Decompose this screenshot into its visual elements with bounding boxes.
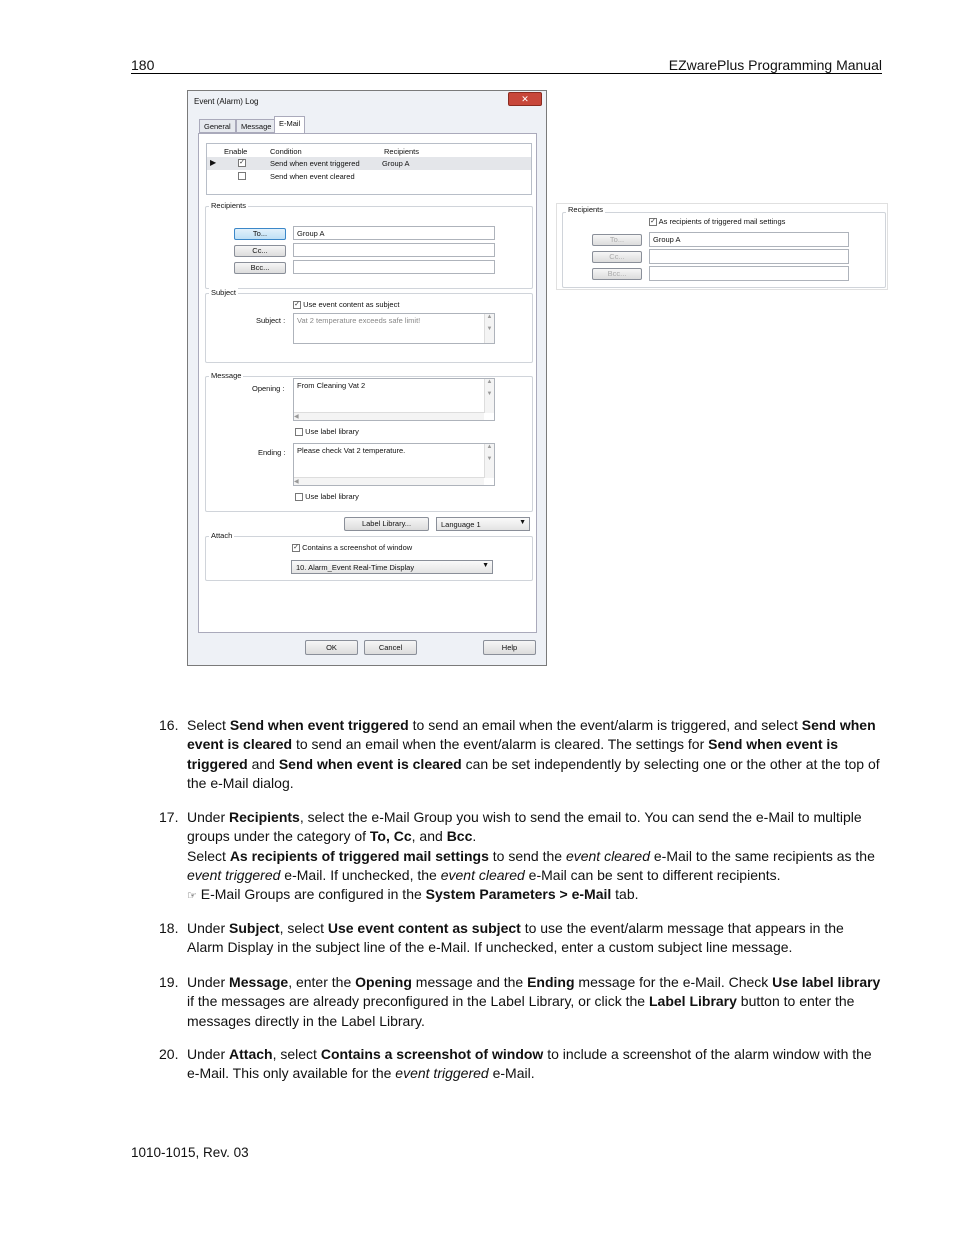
col-condition: Condition: [270, 147, 302, 156]
manual-title: EZwarePlus Programming Manual: [668, 57, 882, 73]
tab-message[interactable]: Message: [236, 119, 276, 133]
grid-row[interactable]: [207, 170, 531, 183]
enable-checkbox[interactable]: ✓: [239, 159, 245, 167]
step-number: 19.: [159, 974, 179, 990]
tab-general[interactable]: General: [199, 119, 236, 133]
message-legend: Message: [211, 371, 242, 380]
language-select[interactable]: [436, 517, 530, 531]
chevron-down-icon: ▼: [519, 519, 526, 526]
subject-field[interactable]: [293, 313, 495, 344]
opening-field[interactable]: [293, 378, 495, 421]
as-recipients-checkbox[interactable]: ✓: [650, 218, 656, 226]
help-button[interactable]: Help: [483, 640, 536, 655]
step-text: Under Subject, select Use event content as subject to use the event/alarm message that appears in the Alarm Display in the subject line of the e-Mail. If unchecked, enter a custom subject line message.: [187, 920, 844, 956]
ending-hscrollbar[interactable]: ◀: [294, 477, 484, 485]
step-number: 20.: [159, 1046, 179, 1062]
step-19: [131, 973, 881, 1031]
to-button[interactable]: To...: [234, 228, 286, 240]
subject-scrollbar[interactable]: ▲ ▼: [484, 314, 494, 343]
as-recipients-label: As recipients of triggered mail settings: [658, 217, 786, 226]
contains-screenshot-checkbox[interactable]: ✓: [293, 544, 299, 552]
footer-doc-id: 1010-1015, Rev. 03: [131, 1145, 249, 1160]
side-to-button[interactable]: To...: [592, 234, 642, 246]
enable-checkbox[interactable]: [238, 172, 246, 180]
ok-button[interactable]: OK: [305, 640, 358, 655]
side-cc-field: [649, 249, 849, 264]
condition-cell: Send when event triggered: [270, 159, 360, 168]
condition-grid: [206, 143, 532, 195]
side-to-field: Group A: [649, 232, 849, 247]
opening-label: Opening :: [252, 384, 285, 393]
step-number: 17.: [159, 809, 179, 825]
email-tab-panel: [198, 133, 537, 633]
opening-label-library-label: Use label library: [305, 427, 359, 436]
opening-label-library-checkbox[interactable]: [295, 428, 303, 436]
use-event-content-checkbox[interactable]: ✓: [294, 301, 300, 309]
window-value: 10. Alarm_Event Real-Time Display: [296, 563, 415, 572]
ending-label: Ending :: [258, 448, 286, 457]
col-enable: Enable: [224, 147, 248, 156]
window-select[interactable]: [291, 560, 493, 574]
cc-button[interactable]: Cc...: [234, 245, 286, 257]
close-button[interactable]: ✕: [508, 92, 542, 106]
cancel-button[interactable]: Cancel: [364, 640, 417, 655]
condition-cell: Send when event cleared: [270, 172, 355, 181]
subject-value: Vat 2 temperature exceeds safe limit!: [297, 316, 421, 325]
header-rule: [131, 73, 882, 74]
ending-label-library-label: Use label library: [305, 492, 359, 501]
recipients-legend: Recipients: [211, 201, 247, 210]
chevron-down-icon: ▼: [482, 562, 489, 569]
col-recipients: Recipients: [384, 147, 420, 156]
bcc-field[interactable]: [293, 260, 495, 274]
side-cc-button[interactable]: Cc...: [592, 251, 642, 263]
language-value: Language 1: [441, 520, 481, 529]
step-number: 18.: [159, 920, 179, 936]
opening-scrollbar[interactable]: ▲ ▼: [484, 379, 494, 413]
use-event-content-label: Use event content as subject: [303, 300, 400, 309]
page-number: 180: [131, 57, 155, 73]
cleared-recipients-panel: [556, 203, 888, 290]
recipients-cell: Group A: [382, 159, 410, 168]
step-text: Under Attach, select Contains a screenshot of window to include a screenshot of the alarm window with the e-Mail. This only available for the event triggered e-Mail.: [187, 1046, 872, 1082]
tab-email[interactable]: E-Mail: [274, 116, 305, 133]
contains-screenshot-label: Contains a screenshot of window: [302, 543, 413, 552]
opening-value: From Cleaning Vat 2: [297, 381, 366, 390]
note-icon: ☞: [187, 890, 197, 903]
side-bcc-field: [649, 266, 849, 281]
side-bcc-button[interactable]: Bcc...: [592, 268, 642, 280]
opening-hscrollbar[interactable]: ◀: [294, 412, 484, 420]
step-20: [131, 1045, 881, 1084]
ending-field[interactable]: [293, 443, 495, 486]
row-pointer-icon: ▶: [210, 158, 217, 167]
dialog-title: Event (Alarm) Log: [194, 97, 259, 106]
subject-legend: Subject: [211, 288, 237, 297]
attach-legend: Attach: [211, 531, 233, 540]
step-text: Under Recipients, select the e-Mail Group you wish to send the email to. You can send the e-Mail to multiple groups under the category of To, Cc, and Bcc. Select As recipients of triggered mail settings to send the event cleared e-Mail to the same recipients as the event triggered e-Mail. If unchecked, the event cleared e-Mail can be sent to different recipients. ☞ E-Mail Groups are configured in the System Parameters > e-Mail tab.: [187, 809, 875, 903]
step-text: Under Message, enter the Opening message and the Ending message for the e-Mail. Check Use label library if the messages are already preconfigured in the Label Library, or click the Label Library button to enter the messages directly in the Label Library.: [187, 974, 881, 1029]
side-recipients-legend: Recipients: [568, 205, 604, 214]
to-field[interactable]: Group A: [293, 226, 495, 240]
step-18: [131, 919, 881, 958]
grid-row[interactable]: [207, 157, 531, 170]
step-number: 16.: [159, 717, 179, 733]
ending-scrollbar[interactable]: ▲ ▼: [484, 444, 494, 478]
ending-label-library-checkbox[interactable]: [295, 493, 303, 501]
step-17: [131, 808, 881, 906]
ending-value: Please check Vat 2 temperature.: [297, 446, 406, 455]
label-library-button[interactable]: Label Library...: [344, 517, 429, 531]
subject-label: Subject :: [256, 316, 286, 325]
cc-field[interactable]: [293, 243, 495, 257]
bcc-button[interactable]: Bcc...: [234, 262, 286, 274]
step-text: Select Send when event triggered to send an email when the event/alarm is triggered, and select Send when event is cleared to send an email when the event/alarm is cleared. The settings for Send when event is triggered and Send when event is cleared can be set independently by selecting one or the other at the top of the e-Mail dialog.: [187, 717, 880, 791]
event-log-dialog: [187, 90, 547, 666]
step-16: [131, 716, 881, 793]
